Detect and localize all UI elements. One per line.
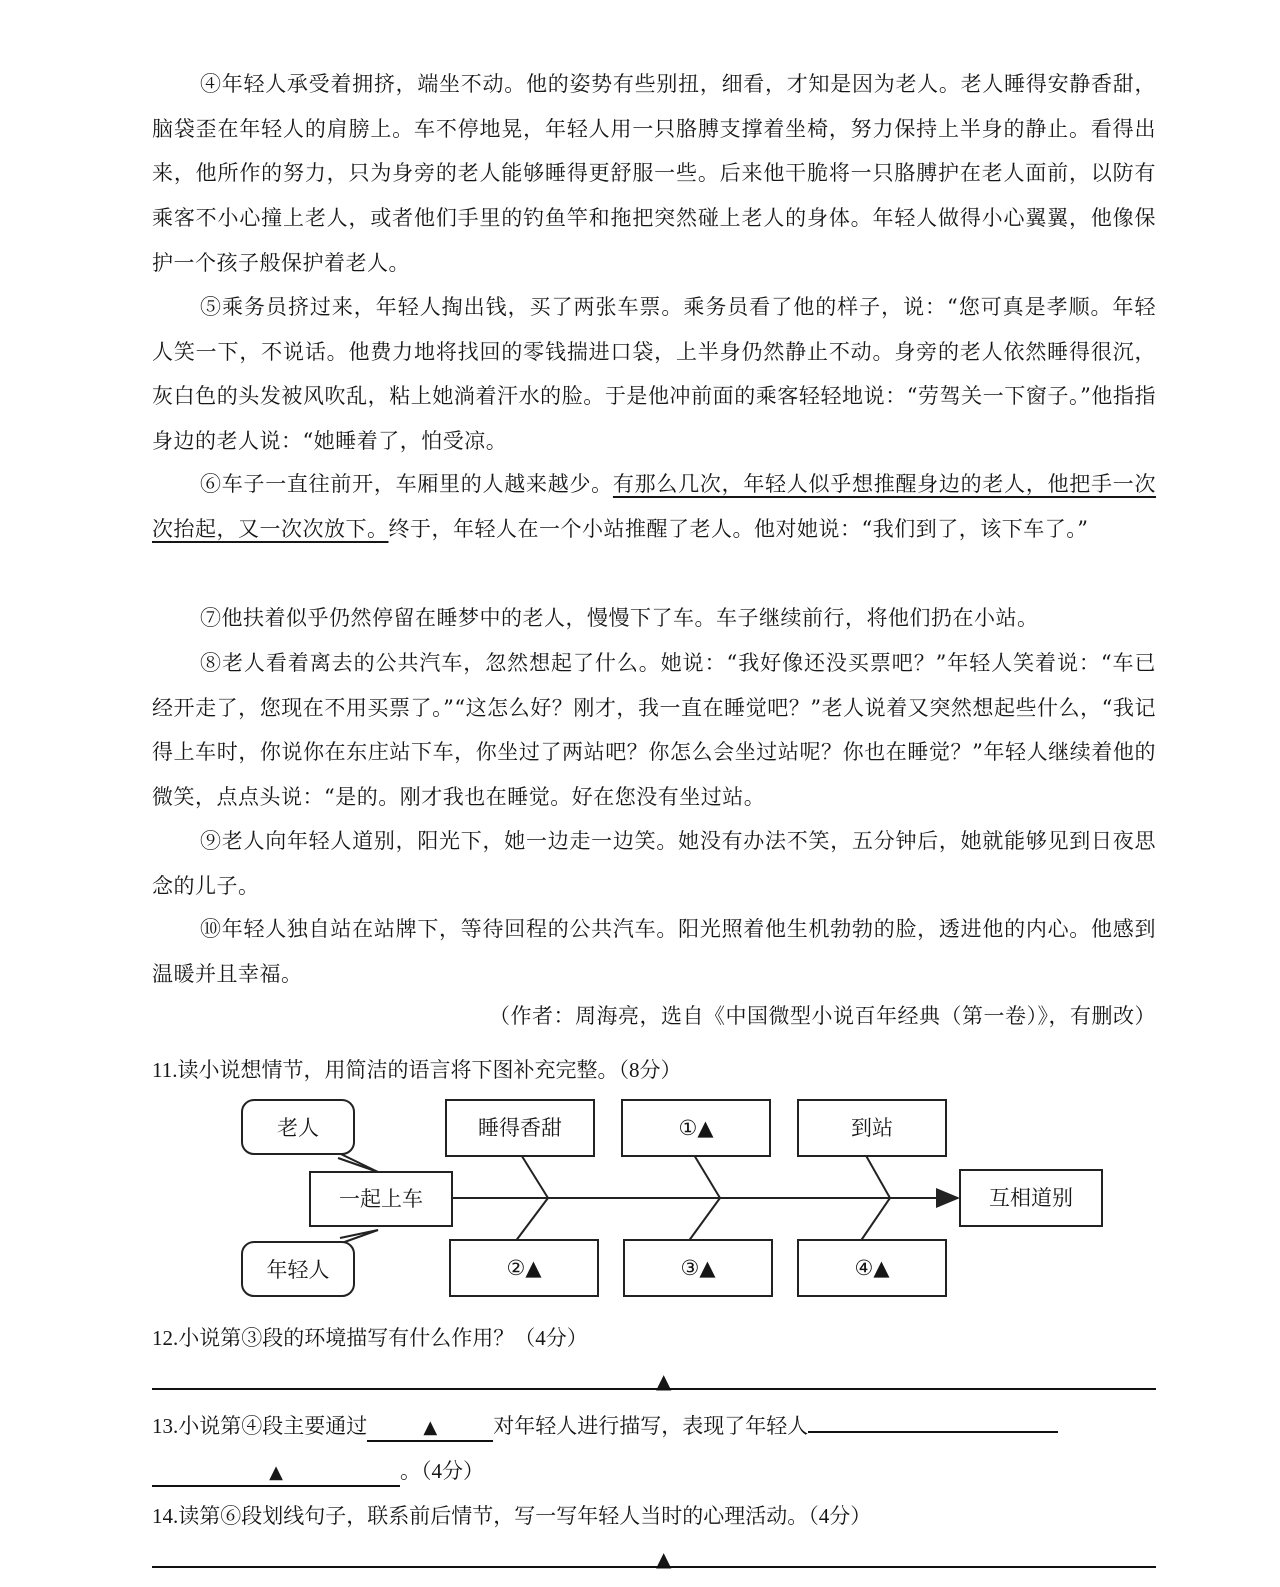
paragraph-6-start: ⑥车子一直往前开，车厢里的人越来越少。 xyxy=(200,472,613,496)
question-11: 11.读小说想情节，用简洁的语言将下图补充完整。（8分） xyxy=(152,1058,682,1082)
answer-line-14[interactable] xyxy=(152,1566,1156,1568)
paragraph-6-end: 终于，年轻人在一个小站推醒了老人。他对她说：“我们到了，该下车了。” xyxy=(388,516,1089,541)
branch-old-line-2 xyxy=(338,1158,378,1172)
question-13-continued xyxy=(152,1455,484,1487)
branch-blank4 xyxy=(860,1198,890,1242)
answer-mark-14: ▲ xyxy=(656,1547,672,1571)
answer-mark-12: ▲ xyxy=(656,1369,672,1393)
label-blank1: ①▲ xyxy=(678,1116,714,1140)
answer-blank-13c[interactable] xyxy=(152,1459,400,1487)
paragraph-6 xyxy=(152,462,1156,551)
label-sleep-sweet: 睡得香甜 xyxy=(478,1116,562,1140)
label-blank3: ③▲ xyxy=(680,1256,716,1280)
question-13-part-b: 对年轻人进行描写，表现了年轻人 xyxy=(493,1414,809,1438)
answer-blank-13a[interactable] xyxy=(367,1414,493,1442)
plot-fishbone-diagram xyxy=(0,1090,1280,1310)
label-board-together: 一起上车 xyxy=(339,1187,423,1211)
label-young-person: 年轻人 xyxy=(266,1258,330,1282)
label-arrive: 到站 xyxy=(851,1116,893,1140)
answer-mark-13a: ▲ xyxy=(423,1417,438,1438)
question-13-part-c: 。（4分） xyxy=(400,1459,484,1483)
paragraph-8: ⑧老人看着离去的公共汽车，忽然想起了什么。她说：“我好像还没买票吧？”年轻人笑着说：“车已经开走了，您现在不用买票了。”“这怎么好？刚才，我一直在睡觉吧？”老人说着又突然想起些什么，“我记得上车时，你说你在东庄站下车，你坐过了两站吧？你怎么会坐过站呢？你也在睡觉？”年轻人继续着他的微笑，点点头说：“是的。刚才我也在睡觉。好在您没有坐过站。 xyxy=(152,651,1156,810)
paragraph-7: ⑦他扶着似乎仍然停留在睡梦中的老人，慢慢下了车。车子继续前行，将他们扔在小站。 xyxy=(200,606,1039,630)
branch-blank3 xyxy=(688,1198,720,1242)
paragraph-9: ⑨老人向年轻人道别，阳光下，她一边走一边笑。她没有办法不笑，五分钟后，她就能够见到日夜思念的儿子。 xyxy=(152,829,1156,898)
label-old-person: 老人 xyxy=(277,1116,319,1140)
paragraph-10: ⑩年轻人独自站在站牌下，等待回程的公共汽车。阳光照着他生机勃勃的脸，透进他的内心。他感到温暖并且幸福。 xyxy=(152,917,1156,986)
source-citation: （作者：周海亮，选自《中国微型小说百年经典（第一卷）》，有删改） xyxy=(489,1004,1156,1028)
label-blank4: ④▲ xyxy=(854,1256,890,1280)
answer-line-12[interactable] xyxy=(152,1388,1156,1390)
question-14: 14.读第⑥段划线句子，联系前后情节，写一写年轻人当时的心理活动。（4分） xyxy=(152,1504,872,1528)
label-blank2: ②▲ xyxy=(506,1256,542,1280)
question-13-part-a: 13.小说第④段主要通过 xyxy=(152,1414,368,1438)
underlined-sentence: 有那么几次，年轻人似乎想推醒身边的老人，他把手一次次抬起，又一次次放下。 xyxy=(152,472,1157,541)
paragraph-4: ④年轻人承受着拥挤，端坐不动。他的姿势有些别扭，细看，才知是因为老人。老人睡得安静香甜，脑袋歪在年轻人的肩膀上。车不停地晃，年轻人用一只胳膊支撑着坐椅，努力保持上半身的静止。看得出来，他所作的努力，只为身旁的老人能够睡得更舒服一些。后来他干脆将一只胳膊护在老人面前，以防有乘客不小心撞上老人，或者他们手里的钓鱼竿和拖把突然碰上老人的身体。年轻人做得小心翼翼，他像保护一个孩子般保护着老人。 xyxy=(152,72,1156,275)
question-13 xyxy=(152,1410,1058,1442)
paragraph-5: ⑤乘务员挤过来，年轻人掏出钱，买了两张车票。乘务员看了他的样子，说：“您可真是孝顺。年轻人笑一下，不说话。他费力地将找回的零钱揣进口袋，上半身仍然静止不动。身旁的老人依然睡得很沉，灰白色的头发被风吹乱，粘上她淌着汗水的脸。于是他冲前面的乘客轻轻地说：“劳驾关一下窗子。”他指指身边的老人说：“她睡着了，怕受凉。 xyxy=(152,295,1156,454)
answer-mark-13c: ▲ xyxy=(269,1462,283,1483)
branch-blank2 xyxy=(515,1198,548,1242)
answer-blank-13b[interactable] xyxy=(808,1431,1058,1433)
question-12: 12.小说第③段的环境描写有什么作用？（4分） xyxy=(152,1326,588,1350)
label-farewell: 互相道别 xyxy=(989,1186,1073,1210)
